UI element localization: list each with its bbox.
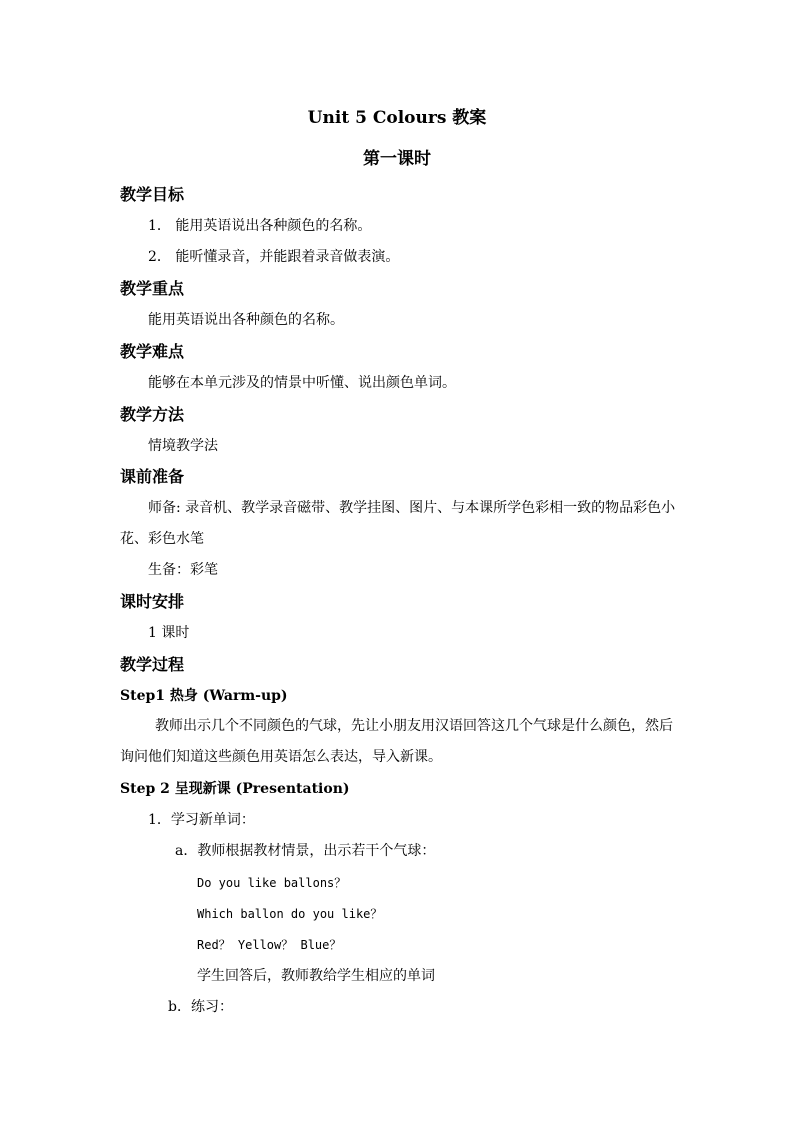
- item-a: a．教师根据教材情景，出示若干个气球：: [175, 843, 436, 859]
- question-2: Which ballon do you like？: [197, 907, 383, 921]
- step1-line-2: 询问他们知道这些颜色用英语怎么表达，导入新课。: [120, 749, 442, 765]
- preparation-heading: 课前准备: [120, 467, 185, 486]
- step1-line-1: 教师出示几个不同颜色的气球，先让小朋友用汉语回答这几个气球是什么颜色，然后: [155, 718, 673, 734]
- student-prep: 生备：彩笔: [148, 562, 218, 578]
- document-subtitle: 第一课时: [363, 149, 431, 169]
- goals-heading: 教学目标: [120, 185, 185, 204]
- teacher-prep-line-1: 师备: 录音机、教学录音磁带、教学挂图、图片、与本课所学色彩相一致的物品彩色小: [148, 500, 676, 516]
- key-points-text: 能用英语说出各种颜色的名称。: [148, 312, 344, 328]
- difficulty-text: 能够在本单元涉及的情景中听懂、说出颜色单词。: [148, 375, 456, 391]
- difficulty-heading: 教学难点: [120, 342, 185, 361]
- step2-title: Step 2 呈现新课 (Presentation): [120, 781, 350, 797]
- question-3: Red？ Yellow？ Blue？: [197, 938, 342, 952]
- step1-title: Step1 热身 (Warm-up): [120, 688, 288, 704]
- schedule-heading: 课时安排: [120, 592, 185, 611]
- goal-item-1: 1． 能用英语说出各种颜色的名称。: [148, 218, 372, 234]
- method-text: 情境教学法: [148, 438, 218, 454]
- item-1: 1．学习新单词：: [148, 812, 255, 828]
- answer-note: 学生回答后，教师教给学生相应的单词: [197, 968, 435, 984]
- teacher-prep-line-2: 花、彩色水笔: [120, 531, 204, 547]
- item-b: b．练习：: [168, 999, 233, 1015]
- document-title: Unit 5 Colours 教案: [307, 108, 487, 128]
- goal-item-2: 2． 能听懂录音，并能跟着录音做表演。: [148, 249, 400, 265]
- key-points-heading: 教学重点: [120, 279, 185, 298]
- schedule-text: 1 课时: [148, 625, 190, 641]
- method-heading: 教学方法: [120, 405, 185, 424]
- process-heading: 教学过程: [120, 655, 185, 674]
- question-1: Do you like ballons？: [197, 876, 347, 890]
